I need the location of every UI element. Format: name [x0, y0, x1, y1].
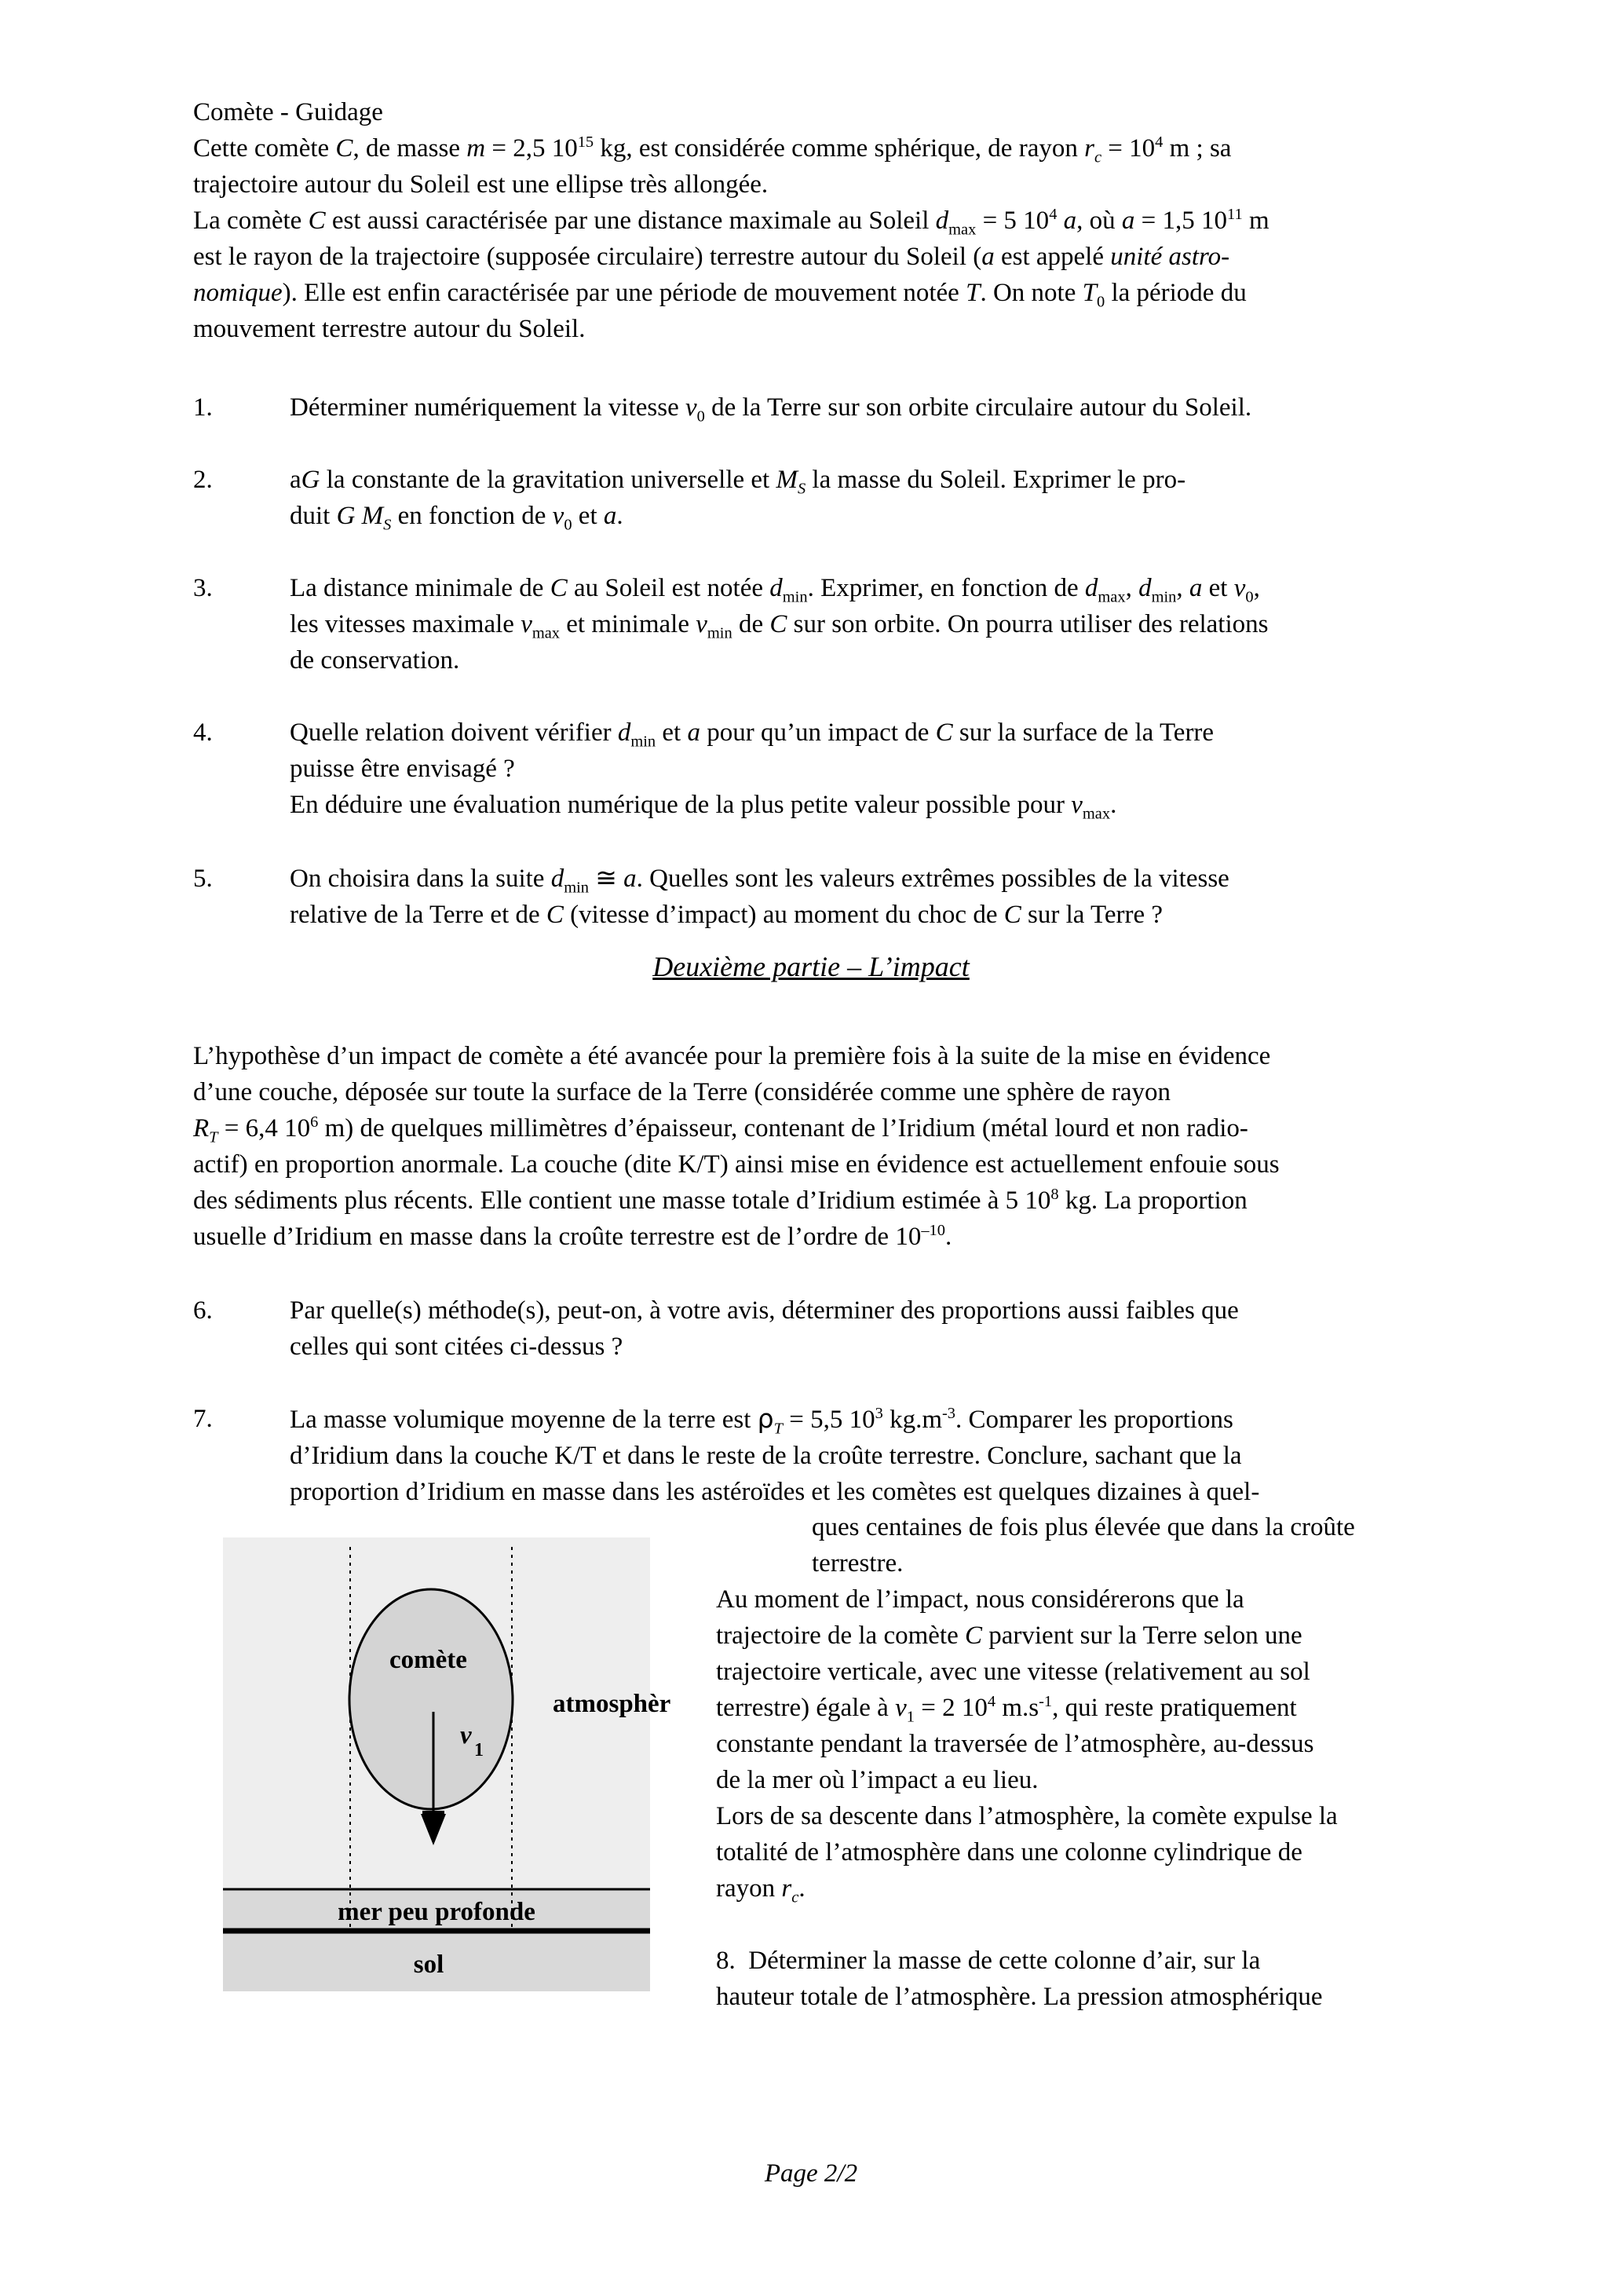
intro-line-1: Cette comète C, de masse m = 2,5 $10^{15}$ kg, est considérée comme sphérique, de rayon $r_c = 10^4$ m ; sa — [193, 133, 1232, 166]
question-number: 1. — [193, 393, 213, 422]
ground-label: sol — [413, 1951, 444, 1979]
question-text: Par quelle(s) méthode(s), peut-on, à votre avis, déterminer des proportions aussi faibles que celles qui sont citées ci-dessus ? — [290, 1296, 1239, 1361]
page-number: Page 2/2 — [764, 2159, 858, 2188]
question-number: 8. — [716, 1947, 736, 1975]
intro-paragraph — [193, 130, 1434, 347]
part-2-paragraph: L’hypothèse d’un impact de comète a été avancée pour la première fois à la suite de la mise en évidence d’une couche, déposée sur toute la surface de la Terre (considérée comme une sphère de rayon $R_T = 6,4$ $10^6$ m) de quelques millimètres d’épaisseur, contenant de l’Iridium (métal lourd et non radio- actif) en proportion anormale. La couche (dite K/T) ainsi mise en évidence est actuellement enfouie sous des sédiments plus récents. Elle contient une masse totale d’Iridium estimée à 5 $10^8$ kg. La proportion usuelle d’Iridium en masse dans la croûte terrestre est de l’ordre de $10^{-10}$. — [193, 1042, 1280, 1251]
part-2-heading: Deuxième partie – L’impact — [652, 951, 970, 982]
question-number: 2. — [193, 466, 213, 494]
intro-line-2: trajectoire autour du Soleil est une ellipse très allongée. — [193, 170, 769, 199]
question-8: 8. Déterminer la masse de cette colonne d’air, sur la hauteur totale de l’atmosphère. La pression atmosphérique — [716, 1947, 1323, 2011]
velocity-label: v — [460, 1721, 472, 1749]
intro-line-5: nomique). Elle est enfin caractérisée par une période de mouvement notée T. On note $T_0$ la période du — [193, 279, 1247, 311]
question-text: Quelle relation doivent vérifier $d_{min}$ et a pour qu’un impact de C sur la surface de la Terre puisse être envisagé ? En déduire une évaluation numérique de la plus petite valeur possible pour $v_{max}$. — [290, 718, 1215, 823]
sea-label: mer peu profonde — [338, 1898, 535, 1926]
comet-label: comète — [389, 1646, 467, 1674]
question-number: 5. — [193, 865, 213, 893]
comet-impact-figure — [223, 1537, 694, 1993]
question-number: 3. — [193, 574, 213, 602]
question-text: La distance minimale de C au Soleil est notée $d_{min}$. Exprimer, en fonction de $d_{max}$, $d_{min}$, a et $v_0$, les vitesses maximale $v_{max}$ et minimale $v_{min}$ de C sur son orbite. On pourra utiliser des relations de conservation. — [290, 574, 1269, 675]
intro-line-3: La comète C est aussi caractérisée par une distance maximale au Soleil $d_{max} = 5$ $10^4$ a, où a = 1,5 $10^{11}$ m — [193, 206, 1269, 239]
question-7-continued: ques centaines de fois plus élevée que dans la croûte terrestre. — [812, 1513, 1355, 1578]
velocity-subscript: 1 — [474, 1740, 484, 1760]
intro-line-6: mouvement terrestre autour du Soleil. — [193, 315, 586, 343]
comet-body — [349, 1589, 513, 1809]
question-number: 4. — [193, 718, 213, 747]
question-text: Déterminer numériquement la vitesse $v_0$ de la Terre sur son orbite circulaire autour du Soleil. — [290, 393, 1252, 426]
atmosphere-label: atmosphèr — [553, 1690, 671, 1718]
question-number: 6. — [193, 1296, 213, 1325]
velocity-arrow-base — [422, 1811, 444, 1815]
question-text: On choisira dans la suite $d_{min}$ ≅ a. Quelles sont les valeurs extrêmes possibles de la vitesse relative de la Terre et de C (vitesse d’impact) au moment du choc de C sur la Terre ? — [290, 865, 1229, 929]
question-text: aG la constante de la gravitation universelle et $M_S$ la masse du Soleil. Exprimer le pro- duit G $M_S$ en fonction de $v_0$ et a. — [290, 466, 1186, 534]
question-text: La masse volumique moyenne de la terre est $\rho_T = 5,5$ $10^3$ $kg.m^{-3}$. Comparer les proportions d’Iridium dans la couche K/T et dans le reste de la croûte terrestre. Conclure, sachant que la proportion d’Iridium en masse dans les astéroïdes et les comètes est quelques dizaines à quel- — [290, 1403, 1260, 1506]
intro-line-4: est le rayon de la trajectoire (supposée circulaire) terrestre autour du Soleil (a est appelé unité astro- — [193, 243, 1230, 271]
question-number: 7. — [193, 1405, 213, 1433]
doc-header: Comète - Guidage — [193, 98, 383, 126]
impact-paragraph: Au moment de l’impact, nous considérerons que la trajectoire de la comète C parvient sur la Terre selon une trajectoire verticale, avec une vitesse (relativement au sol terrestre) égale à $v_1 = 2$ $10^4$ $m.s^{-1}$, qui reste pratiquement constante pendant la traversée de l’atmosphère, au-dessus de la mer où l’impact a eu lieu. Lors de sa descente dans l’atmosphère, la comète expulse la totalité de l’atmosphère dans une colonne cylindrique de rayon $r_c$. — [716, 1585, 1338, 1907]
